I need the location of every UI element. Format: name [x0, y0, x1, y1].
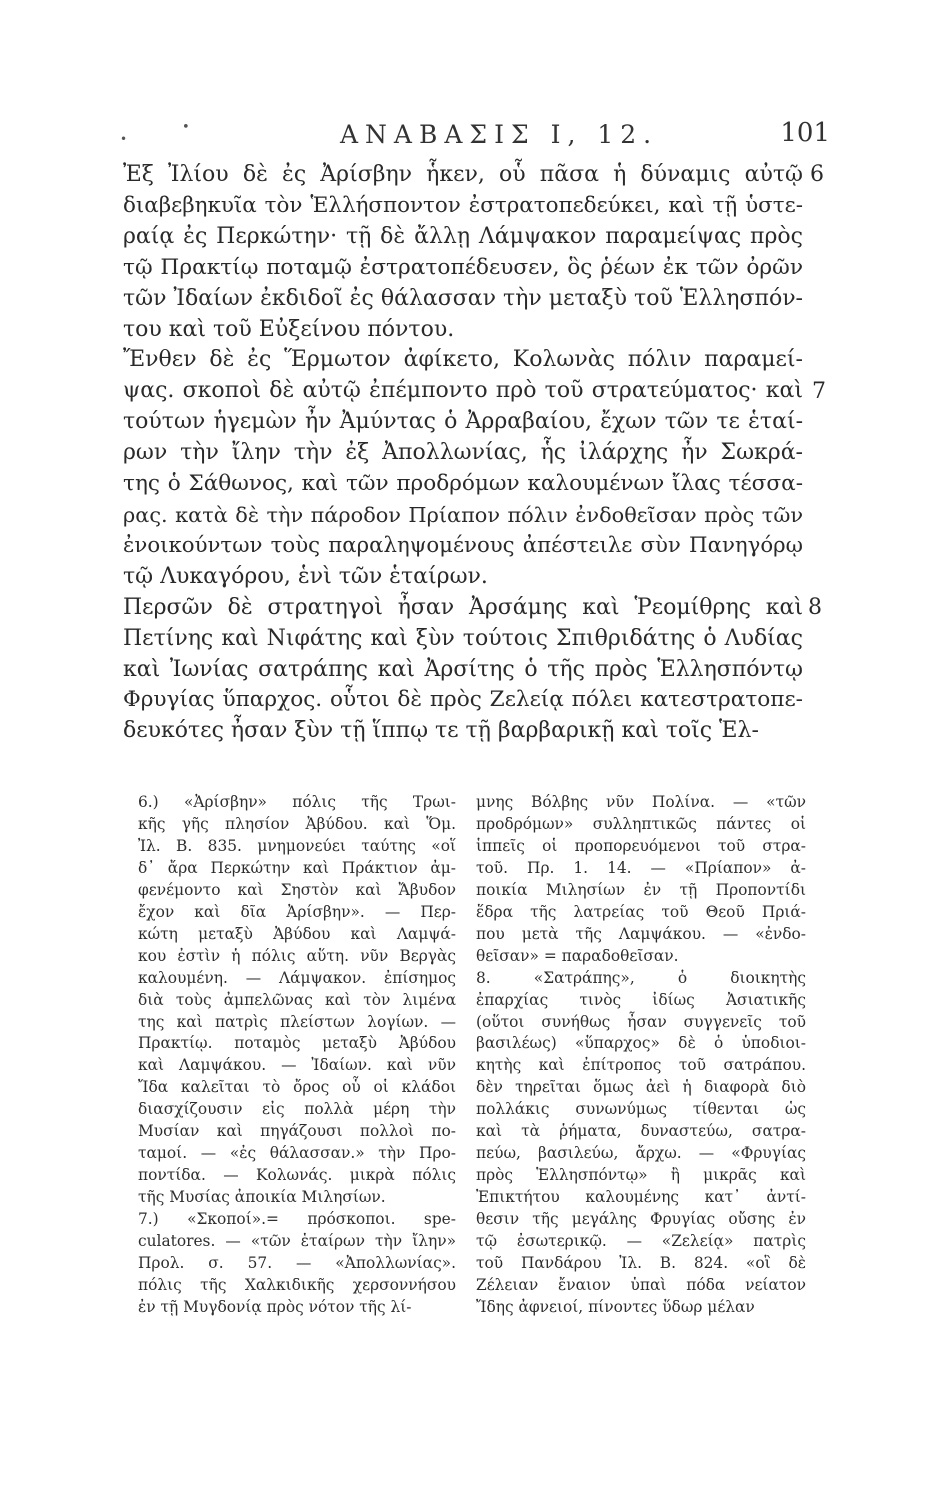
footnote-line: φενέμοντο καὶ Σηστὸν καὶ Ἄβυδον: [138, 880, 456, 899]
footnote-line: διὰ τοὺς ἀμπελῶνας καὶ τὸν λιμένα: [138, 990, 456, 1009]
text-line: Φρυγίας ὕπαρχος. οὗτοι δὲ πρὸς Ζελείᾳ πόλει κατεστρατοπε-: [123, 687, 803, 713]
footnote-line: κώτη μεταξὺ Ἀβύδου καὶ Λαμψά-: [138, 924, 456, 943]
page-number: 101: [780, 118, 830, 148]
footnote-line: προδρόμων» συλληπτικῶς πάντες οἱ: [476, 814, 806, 833]
footnote-line: ἐπαρχίας τινὸς ἰδίως Ἀσιατικῆς: [476, 990, 806, 1009]
footnote-line: θεσιν τῆς μεγάλης Φρυγίας οὔσης ἐν: [476, 1210, 806, 1229]
section-number-6: 6: [810, 162, 824, 187]
footnote-line: ἕδρα τῆς λατρείας τοῦ Θεοῦ Πριά-: [476, 902, 806, 921]
text-line: ρων τὴν ἴλην τὴν ἐξ Ἀπολλωνίας, ἧς ἰλάρχης ἦν Σωκρά-: [123, 440, 803, 466]
footnote-line: θεῖσαν» = παραδοθεῖσαν.: [476, 946, 679, 965]
text-line: ρας. κατὰ δὲ τὴν πάροδον Πρίαπον πόλιν ἐνδοθεῖσαν πρὸς τῶν: [123, 502, 803, 527]
footnote-line: κου ἐστὶν ἡ πόλις αὕτη. νῦν Βεργὰς: [138, 946, 456, 965]
running-header: [110, 118, 830, 154]
footnote-line: 6.) «Ἀρίσβην» πόλις τῆς Τρωι-: [138, 793, 456, 811]
footnote-line: 7.) «Σκοποί».= πρόσκοποι. spe-: [138, 1210, 456, 1229]
footnote-line: ταμοί. — «ἐς θάλασσαν.» τὴν Προ-: [138, 1144, 456, 1163]
text-line: διαβεβηκυῖα τὸν Ἑλλήσποντον ἐστρατοπεδεύκει, καὶ τῇ ὑστε-: [123, 192, 803, 218]
footnote-line: τῆς Μυσίας ἀποικία Μιλησίων.: [138, 1188, 386, 1207]
footnote-line: μνης Βόλβης νῦν Πολίνα. — «τῶν: [476, 793, 806, 811]
footnote-line: τῷ ἐσωτερικῷ. — «Ζελείᾳ» πατρὶς: [476, 1232, 806, 1251]
text-line: δευκότες ἦσαν ξὺν τῇ ἵππῳ τε τῇ βαρβαρικῇ καὶ τοῖς Ἑλ-: [123, 718, 759, 744]
footnote-line: Προλ. σ. 57. — «Ἀπολλωνίας».: [138, 1254, 456, 1273]
footnote-line: Ζέλειαν ἔναιον ὑπαὶ πόδα νείατον: [476, 1275, 806, 1294]
footnote-line: κητὴς καὶ ἐπίτροπος τοῦ σατράπου.: [476, 1056, 806, 1075]
footnote-line: καλουμένη. — Λάμψακον. ἐπίσημος: [138, 968, 456, 987]
text-line: Ἔνθεν δὲ ἐς Ἕρμωτον ἀφίκετο, Κολωνὰς πόλιν παραμεί-: [123, 347, 803, 373]
footnote-line: ποντίδα. — Κολωνάς. μικρὰ πόλις: [138, 1166, 456, 1185]
text-line: Πετίνης καὶ Νιφάτης καὶ ξὺν τούτοις Σπιθριδάτης ὁ Λυδίας: [123, 625, 803, 651]
section-number-7: 7: [812, 379, 826, 404]
footnote-line: ἐν τῇ Μυγδονίᾳ πρὸς νότον τῆς λί-: [138, 1297, 412, 1316]
footnote-line: κῆς γῆς πλησίον Ἀβύδου. καὶ Ὅμ.: [138, 814, 456, 833]
footnote-line: καὶ Λαμψάκου. — Ἰδαίων. καὶ νῦν: [138, 1056, 456, 1075]
section-number-8: 8: [808, 595, 822, 620]
text-line: τῶν Ἰδαίων ἐκδιδοῖ ἐς θάλασσαν τὴν μεταξὺ τοῦ Ἑλλησπόν-: [123, 285, 803, 311]
text-line: ραίᾳ ἐς Περκώτην· τῇ δὲ ἄλλῃ Λάμψακον παραμείψας πρὸς: [123, 223, 803, 249]
footnote-line: τοῦ. Πρ. 1. 14. — «Πρίαπον» ἀ-: [476, 858, 806, 877]
footnote-line: ποικία Μιλησίων ἐν τῇ Προποντίδι: [476, 880, 806, 899]
footnote-line: δὲν τηρεῖται ὅμως ἀεὶ ἡ διαφορὰ διὸ: [476, 1078, 806, 1097]
header-title: ΑΝΑΒΑΣΙΣ Ι, 12.: [340, 120, 659, 149]
footnote-line: πόλις τῆς Χαλκιδικῆς χερσοννήσου: [138, 1275, 456, 1294]
text-line: της ὁ Σάθωνος, καὶ τῶν προδρόμων καλουμένων ἴλας τέσσα-: [123, 471, 803, 497]
footnote-line: Ἰλ. Β. 835. μνημονεύει ταύτης «οἵ: [138, 836, 456, 855]
footnote-line: Πρακτίῳ. ποταμὸς μεταξὺ Ἀβύδου: [138, 1034, 456, 1053]
text-line: ἐνοικούντων τοὺς παραληψομένους ἀπέστειλε σὺν Πανηγόρῳ: [123, 532, 803, 558]
footnotes-left-column: [138, 792, 456, 1319]
text-line: Ἐξ Ἰλίου δὲ ἐς Ἀρίσβην ἧκεν, οὗ πᾶσα ἡ δύναμις αὐτῷ: [123, 162, 803, 187]
footnote-line: βασιλέως) «ὕπαρχος» δὲ ὁ ὑποδιοι-: [476, 1034, 806, 1053]
text-line: τούτων ἡγεμὼν ἦν Ἀμύντας ὁ Ἀρραβαίου, ἔχων τῶν τε ἑταί-: [123, 409, 803, 435]
footnote-line: τοῦ Πανδάρου Ἰλ. Β. 824. «οἳ δὲ: [476, 1254, 806, 1273]
footnote-line: πρὸς Ἑλλησπόντῳ» ἢ μικρᾶς καὶ: [476, 1166, 806, 1185]
footnote-line: της καὶ πατρὶς πλείστων λογίων. —: [138, 1012, 456, 1031]
text-line: τῷ Πρακτίῳ ποταμῷ ἐστρατοπέδευσεν, ὃς ῥέων ἐκ τῶν ὀρῶν: [123, 254, 803, 280]
footnote-line: καὶ τὰ ῥήματα, δυναστεύω, σατρα-: [476, 1122, 806, 1141]
footnote-line: Ἐπικτήτου καλουμένης κατ᾽ ἀντί-: [476, 1188, 806, 1207]
footnote-line: Ἴδα καλεῖται τὸ ὄρος οὗ οἱ κλάδοι: [138, 1078, 456, 1097]
header-mark-left: •: [120, 132, 128, 146]
text-line: καὶ Ἰωνίας σατράπης καὶ Ἀρσίτης ὁ τῆς πρὸς Ἑλλησπόντῳ: [123, 656, 803, 682]
footnote-line: Μυσίαν καὶ πηγάζουσι πολλοὶ πο-: [138, 1122, 456, 1141]
footnote-line: διασχίζουσιν εἰς πολλὰ μέρη τὴν: [138, 1100, 456, 1119]
footnote-line: (οὕτοι συνήθως ἦσαν συγγενεῖς τοῦ: [476, 1012, 806, 1031]
text-line: Περσῶν δὲ στρατηγοὶ ἦσαν Ἀρσάμης καὶ Ῥεομίθρης καὶ: [123, 594, 803, 620]
main-text-block: [123, 160, 803, 747]
footnote-line: ἱππεῖς οἱ προπορευόμενοι τοῦ στρα-: [476, 836, 806, 855]
header-mark-mid: •: [182, 120, 190, 135]
footnote-line: πολλάκις συνωνύμως τίθενται ὡς: [476, 1100, 806, 1119]
footnotes-right-column: [476, 792, 806, 1319]
footnote-line: Ἴδης ἀφνειοί, πίνοντες ὕδωρ μέλαν: [476, 1297, 755, 1316]
text-line: του καὶ τοῦ Εὐξείνου πόντου.: [123, 316, 455, 342]
footnote-line: πεύω, βασιλεύω, ἄρχω. — «Φρυγίας: [476, 1144, 806, 1163]
footnote-line: δ᾽ ἄρα Περκώτην καὶ Πράκτιον ἀμ-: [138, 858, 456, 877]
footnote-line: culatores. — «τῶν ἑταίρων τὴν ἴλην»: [138, 1232, 456, 1251]
footnote-line: 8. «Σατράπης», ὁ διοικητὴς: [476, 968, 806, 987]
text-line: ψας. σκοποὶ δὲ αὐτῷ ἐπέμποντο πρὸ τοῦ στρατεύματος· καὶ: [123, 378, 803, 404]
text-line: τῷ Λυκαγόρου, ἑνὶ τῶν ἑταίρων.: [123, 563, 488, 589]
footnote-line: ἔχον καὶ δῖα Ἀρίσβην». — Περ-: [138, 902, 456, 921]
footnote-line: που μετὰ τῆς Λαμψάκου. — «ἐνδο-: [476, 924, 806, 943]
